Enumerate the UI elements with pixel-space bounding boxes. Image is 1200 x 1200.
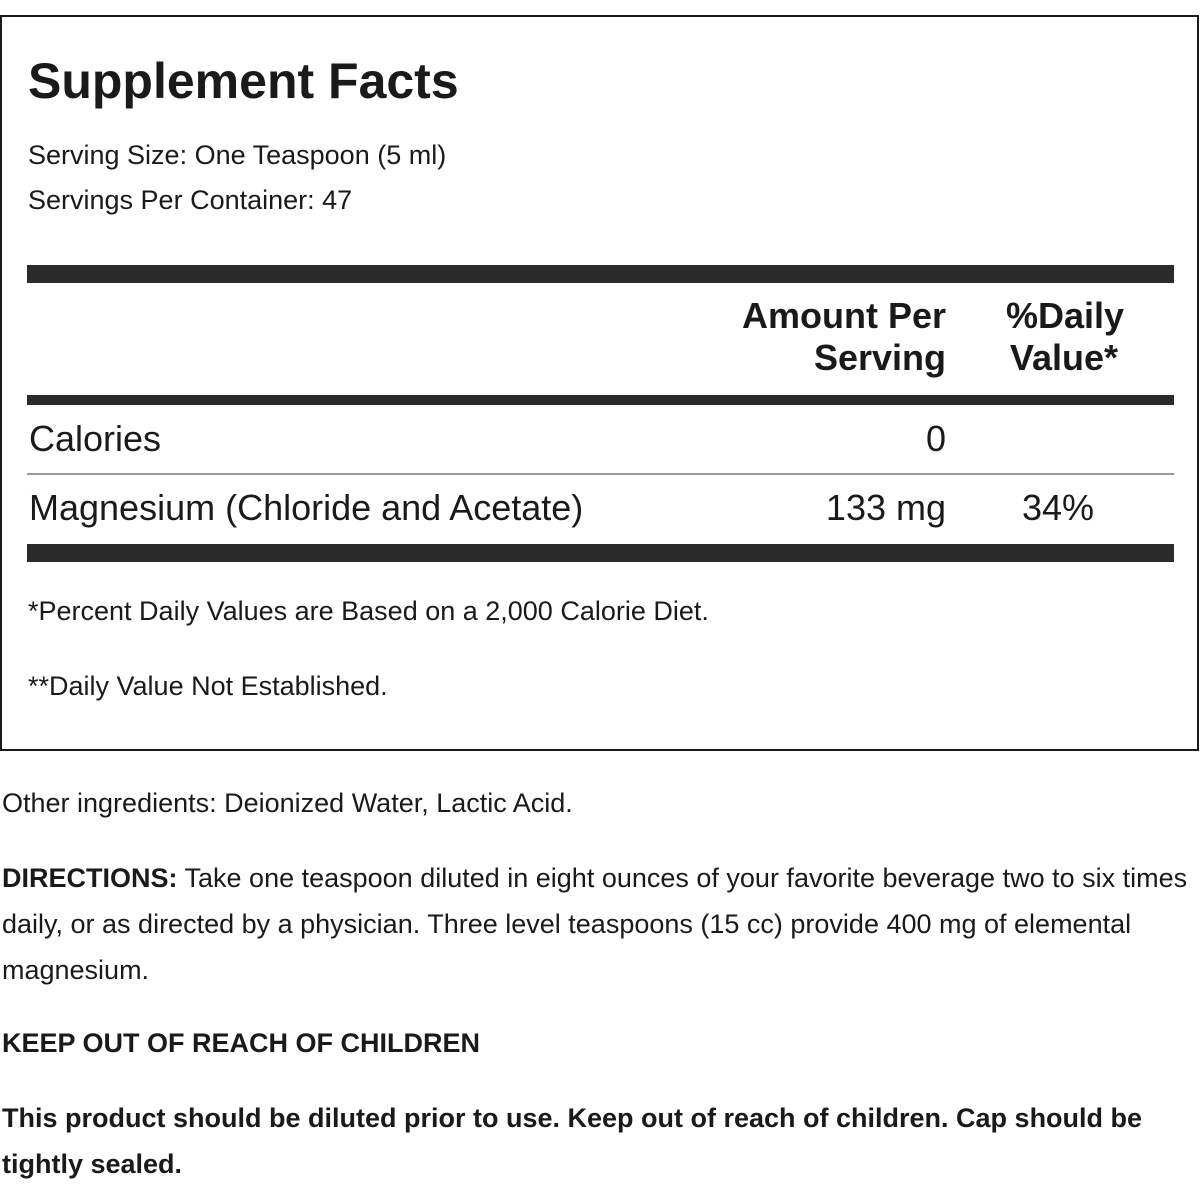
divider-thick-bottom xyxy=(27,544,1174,562)
directions-text: Take one teaspoon diluted in eight ounces of your favorite beverage two to six times daily, or as directed by a physician. Three level teaspoons (15 cc) provide 400 mg of elemental magnesium. xyxy=(2,863,1188,985)
supplement-facts-panel xyxy=(0,15,1199,751)
dv-header-line1: %Daily xyxy=(1005,295,1124,336)
row-divider xyxy=(27,473,1174,475)
magnesium-amount: 133 mg xyxy=(825,487,946,528)
calories-amount: 0 xyxy=(925,418,946,459)
footnote-not-established: **Daily Value Not Established. xyxy=(28,671,388,701)
serving-size: Serving Size: One Teaspoon (5 ml) xyxy=(28,140,447,170)
dv-header-line2: Value* xyxy=(1009,337,1118,378)
amount-per-serving-header xyxy=(700,295,946,379)
daily-value-header xyxy=(990,295,1124,379)
other-ingredients: Other ingredients: Deionized Water, Lactic Acid. xyxy=(2,788,573,818)
facts-title: Supplement Facts xyxy=(28,53,459,109)
magnesium-daily-value: 34% xyxy=(1022,487,1095,528)
directions-label: DIRECTIONS: xyxy=(2,863,178,893)
warning-keep-out: KEEP OUT OF REACH OF CHILDREN xyxy=(2,1028,481,1058)
amount-header-line1: Amount Per xyxy=(741,295,946,336)
directions xyxy=(2,855,1194,993)
amount-header-line2: Serving xyxy=(813,337,946,378)
dilution-note: This product should be diluted prior to use. Keep out of reach of children. Cap should be tightly sealed. xyxy=(2,1103,1143,1179)
divider-thick-top xyxy=(27,265,1174,283)
footnote-daily-values: *Percent Daily Values are Based on a 2,000 Calorie Diet. xyxy=(28,596,709,626)
divider-thick-middle xyxy=(27,395,1174,405)
calories-label: Calories xyxy=(29,418,162,459)
magnesium-label: Magnesium (Chloride and Acetate) xyxy=(29,487,584,528)
servings-per-container: Servings Per Container: 47 xyxy=(28,185,353,215)
